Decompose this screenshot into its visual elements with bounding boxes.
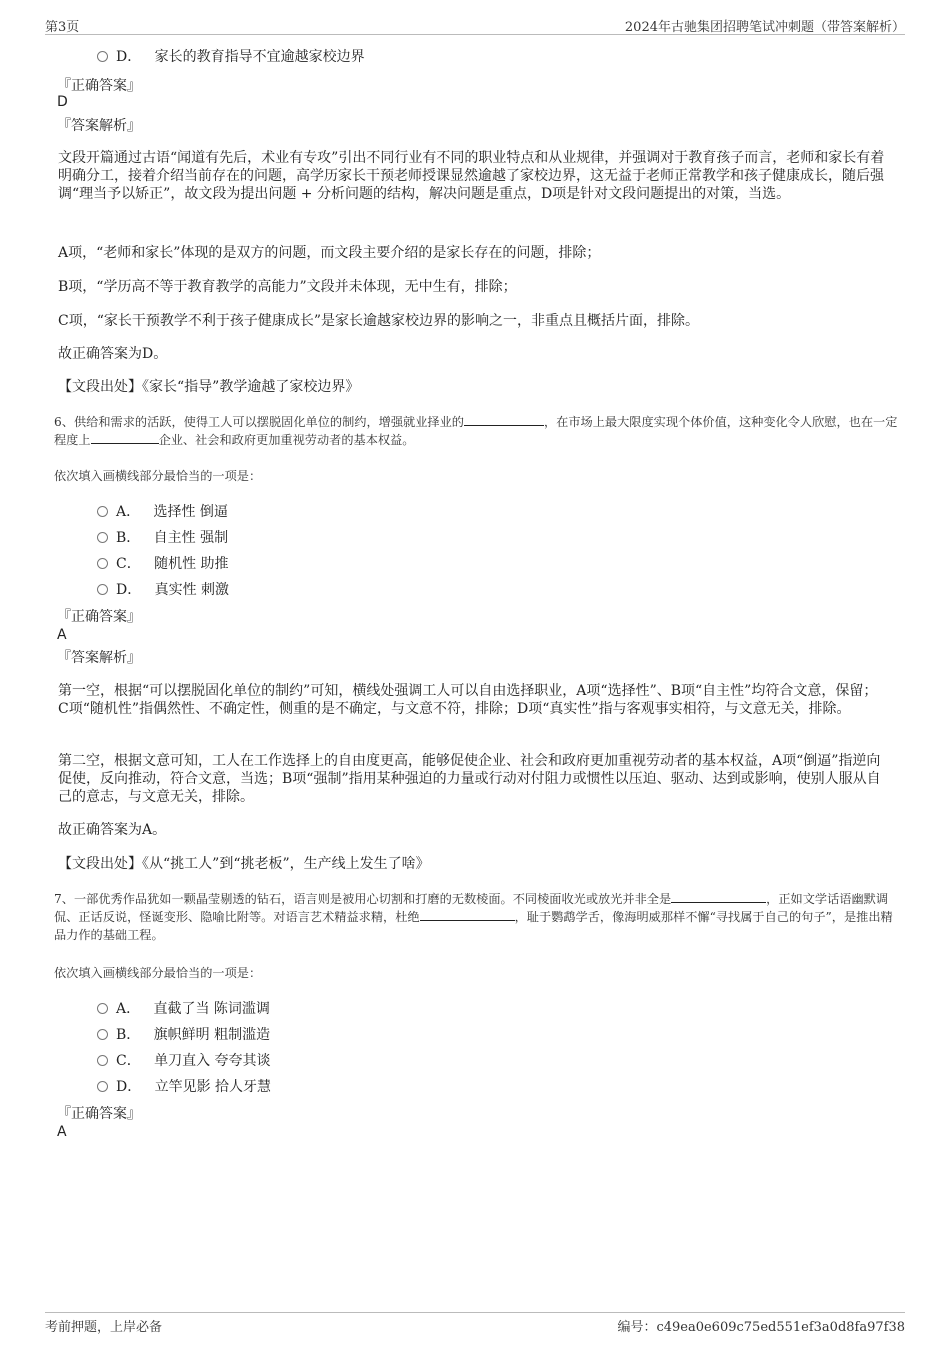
q7-correct-label: 『正确答案』 [57, 1106, 141, 1122]
radio-icon[interactable] [97, 1029, 108, 1040]
blank-1 [464, 413, 544, 426]
q6-analysis-label: 『答案解析』 [57, 650, 141, 666]
q6-question-text: 6、供给和需求的活跃，使得工人可以摆脱固化单位的制约，增强就业择业的 ，在市场上最大限度实现个体价值，这种变化令人欣慰，也在一定程度上 企业、社会和政府更加重视劳动者的基本权益。 [54, 415, 898, 447]
q6-option-b[interactable]: B． 自主性 强制 [97, 528, 228, 548]
radio-icon[interactable] [97, 558, 108, 569]
q7-option-a[interactable]: A． 直截了当 陈词滥调 [97, 999, 270, 1019]
page-number: 第3页 [45, 20, 80, 35]
page-header [45, 14, 905, 35]
q5-option-d[interactable]: D． 家长的教育指导不宜逾越家校边界 [97, 47, 365, 67]
radio-icon[interactable] [97, 51, 108, 62]
q5-analysis-p5: 故正确答案为D。 [58, 346, 168, 362]
document-title: 2024年古驰集团招聘笔试冲刺题（带答案解析） [624, 20, 905, 35]
q7-option-c[interactable]: C． 单刀直入 夸夸其谈 [97, 1051, 271, 1071]
document-code: 编号：c49ea0e609c75ed551ef3a0d8fa97f38 [617, 1320, 905, 1335]
q6-analysis-p1: 第一空，根据“可以摆脱固化单位的制约”可知，横线处强调工人可以自由选择职业，A项“选择性”、B项“自主性”均符合文意，保留；C项“随机性”指偶然性、不确定性，侧重的是不确定，与文意不符，排除；D项“真实性”指与客观事实相符，与文意无关，排除。 [58, 683, 878, 717]
q5-correct-answer: D [57, 94, 68, 110]
radio-icon[interactable] [97, 532, 108, 543]
q6-option-a[interactable]: A． 选择性 倒逼 [97, 502, 228, 522]
q6-option-c[interactable]: C． 随机性 助推 [97, 554, 229, 574]
radio-icon[interactable] [97, 506, 108, 517]
radio-icon[interactable] [97, 1055, 108, 1066]
footer-slogan: 考前押题，上岸必备 [45, 1320, 163, 1335]
radio-icon[interactable] [97, 1003, 108, 1014]
q6-prompt: 依次填入画横线部分最恰当的一项是： [54, 469, 262, 483]
q7-prompt: 依次填入画横线部分最恰当的一项是： [54, 966, 262, 980]
q5-correct-label: 『正确答案』 [57, 78, 141, 94]
q7-option-d[interactable]: D． 立竿见影 拾人牙慧 [97, 1077, 271, 1097]
page-footer [45, 1312, 905, 1335]
q7-option-b[interactable]: B． 旗帜鲜明 粗制滥造 [97, 1025, 270, 1045]
q7-correct-answer: A [57, 1124, 67, 1140]
q6-correct-label: 『正确答案』 [57, 609, 141, 625]
q6-source: 【文段出处】《从“挑工人”到“挑老板”，生产线上发生了啥》 [58, 856, 430, 872]
radio-icon[interactable] [97, 1081, 108, 1092]
q5-analysis-label: 『答案解析』 [57, 118, 141, 134]
blank-2 [91, 431, 159, 444]
blank-2 [420, 908, 515, 921]
q6-analysis-p3: 故正确答案为A。 [58, 822, 167, 838]
q6-analysis-p2: 第二空，根据文意可知，工人在工作选择上的自由度更高，能够促使企业、社会和政府更加重视劳动者的基本权益，A项“倒逼”指逆向促使，反向推动，符合文意，当选；B项“强制”指用某种强迫的力量或行动对付阻力或惯性以压迫、驱动、达到或影响，使别人服从自己的意志，与文意无关，排除。 [58, 753, 881, 805]
q5-analysis-p4: C项，“家长干预教学不利于孩子健康成长”是家长逾越家校边界的影响之一，非重点且概括片面，排除。 [58, 313, 700, 329]
q5-analysis-p1: 文段开篇通过古语“闻道有先后，术业有专攻”引出不同行业有不同的职业特点和从业规律，并强调对于教育孩子而言，老师和家长有着明确分工，接着介绍当前存在的问题，高学历家长干预老师授课显然逾越了家校边界，这无益于老师正常教学和孩子健康成长，随后强调“理当予以矫正”，故文段为提出问题 + 分析问题的结构，解决问题是重点，D项是针对文段问题提出的对策，当选。 [58, 150, 885, 202]
q6-option-d[interactable]: D． 真实性 刺激 [97, 580, 229, 600]
blank-1 [671, 890, 766, 903]
radio-icon[interactable] [97, 584, 108, 595]
q7-question-text: 7、一部优秀作品犹如一颗晶莹剔透的钻石，语言则是被用心切割和打磨的无数棱面。不同棱面收光或放光并非全是 ，正如文学话语幽默调侃、正话反说，怪诞变形、隐喻比附等。对语言艺术精益求精，杜绝 ，耻于鹦鹉学舌，像海明威那样不懈“寻找属于自己的句子”，是推出精品力作的基础工程。 [54, 892, 893, 942]
q5-analysis-p3: B项，“学历高不等于教育教学的高能力”文段并未体现，无中生有，排除； [58, 279, 517, 295]
q6-correct-answer: A [57, 627, 67, 643]
q5-source: 【文段出处】《家长“指导”教学逾越了家校边界》 [58, 379, 360, 395]
q5-analysis-p2: A项，“老师和家长”体现的是双方的问题，而文段主要介绍的是家长存在的问题，排除； [58, 245, 601, 261]
